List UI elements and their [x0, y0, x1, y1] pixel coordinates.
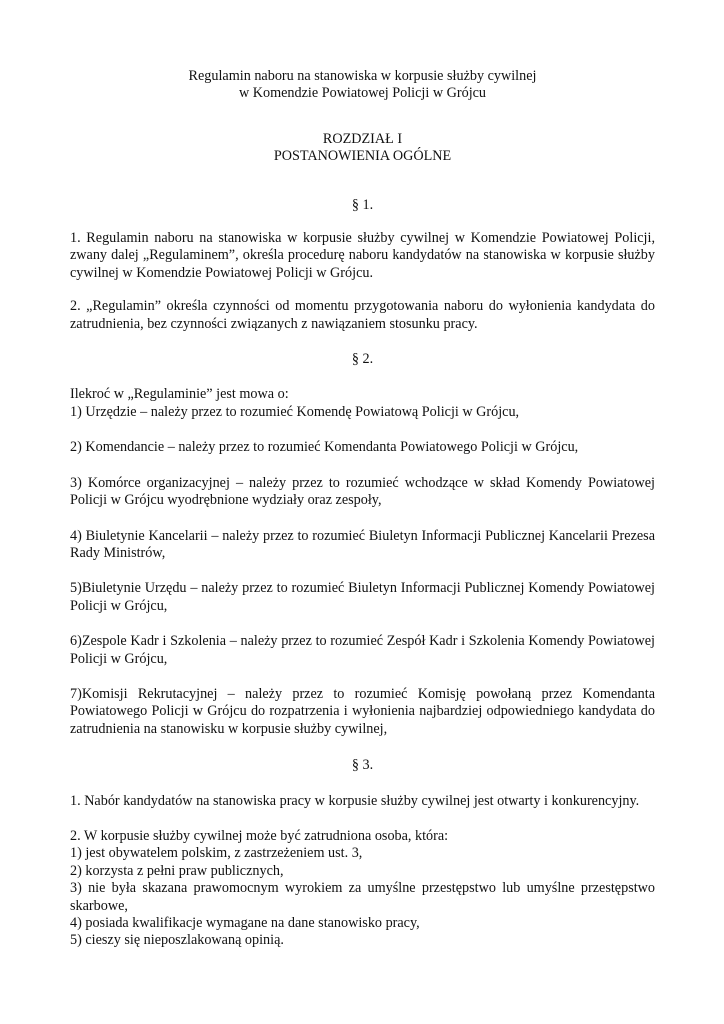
section-3-mark: § 3.	[351, 757, 374, 774]
section-2-item-4: 4) Biuletynie Kancelarii – należy przez to rozumieć Biuletyn Informacji Publicznej Kancelarii Prezesa Rady Ministrów,	[70, 527, 655, 561]
document-title-line-1: Regulamin naboru na stanowiska w korpusie służby cywilnej	[188, 68, 537, 84]
section-2-item-1: 1) Urzędzie – należy przez to rozumieć Komendę Powiatową Policji w Grójcu,	[70, 403, 520, 420]
section-2-item-3: 3) Komórce organizacyjnej – należy przez to rozumieć wchodzące w skład Komendy Powiatowej Policji w Grójcu wyodrębnione wydziały oraz zespoły,	[70, 474, 655, 509]
section-3-paragraph-1: 1. Nabór kandydatów na stanowiska pracy w korpusie służby cywilnej jest otwarty i konkurencyjny.	[70, 792, 640, 809]
section-3-condition-5: 5) cieszy się nieposzlakowaną opinią.	[70, 932, 284, 949]
section-2-item-7: 7)Komisji Rekrutacyjnej – należy przez to rozumieć Komisję powołaną przez Komendanta Powiatowego Policji w Grójcu do rozpatrzenia i wyłonienia najbardziej odpowiedniego kandydata do zatrudnienia na stanowisku w korpusie służby cywilnej,	[70, 685, 655, 737]
section-2-item-5: 5)Biuletynie Urzędu – należy przez to rozumieć Biuletyn Informacji Publicznej Komendy Powiatowej Policji w Grójcu,	[70, 580, 655, 614]
section-3-paragraph-2-intro: 2. W korpusie służby cywilnej może być zatrudniona osoba, która:	[70, 827, 449, 844]
section-3-condition-1: 1) jest obywatelem polskim, z zastrzeżeniem ust. 3,	[70, 845, 363, 862]
section-1-paragraph-1: 1. Regulamin naboru na stanowiska w korpusie służby cywilnej w Komendzie Powiatowej Policji, zwany dalej „Regulaminem”, określa procedurę naboru kandydatów na stanowiska w korpusie służby cywilnej w Komendzie Powiatowej Policji w Grójcu.	[70, 230, 655, 281]
document-page	[70, 66, 655, 950]
section-2-item-6: 6)Zespole Kadr i Szkolenia – należy przez to rozumieć Zespół Kadr i Szkolenia Komendy Powiatowej Policji w Grójcu,	[70, 633, 655, 667]
section-3-condition-2: 2) korzysta z pełni praw publicznych,	[70, 862, 284, 879]
chapter-number: ROZDZIAŁ I	[322, 130, 403, 147]
section-3-condition-4: 4) posiada kwalifikacje wymagane na dane stanowisko pracy,	[70, 915, 420, 931]
document-title-line-2: w Komendzie Powiatowej Policji w Grójcu	[238, 85, 487, 102]
section-2-intro: Ilekroć w „Regulaminie” jest mowa o:	[70, 386, 289, 403]
section-3-condition-3: 3) nie była skazana prawomocnym wyrokiem za umyślne przestępstwo lub umyślne przestępstwo skarbowe,	[70, 880, 655, 914]
section-2-item-2: 2) Komendancie – należy przez to rozumieć Komendanta Powiatowego Policji w Grójcu,	[70, 439, 579, 456]
section-2-mark: § 2.	[351, 351, 374, 368]
section-1-paragraph-2: 2. „Regulamin” określa czynności od momentu przygotowania naboru do wyłonienia kandydata do zatrudnienia, bez czynności związanych z nawiązaniem stosunku pracy.	[70, 298, 655, 332]
chapter-title: POSTANOWIENIA OGÓLNE	[273, 148, 452, 165]
section-1-mark: § 1.	[351, 196, 374, 213]
